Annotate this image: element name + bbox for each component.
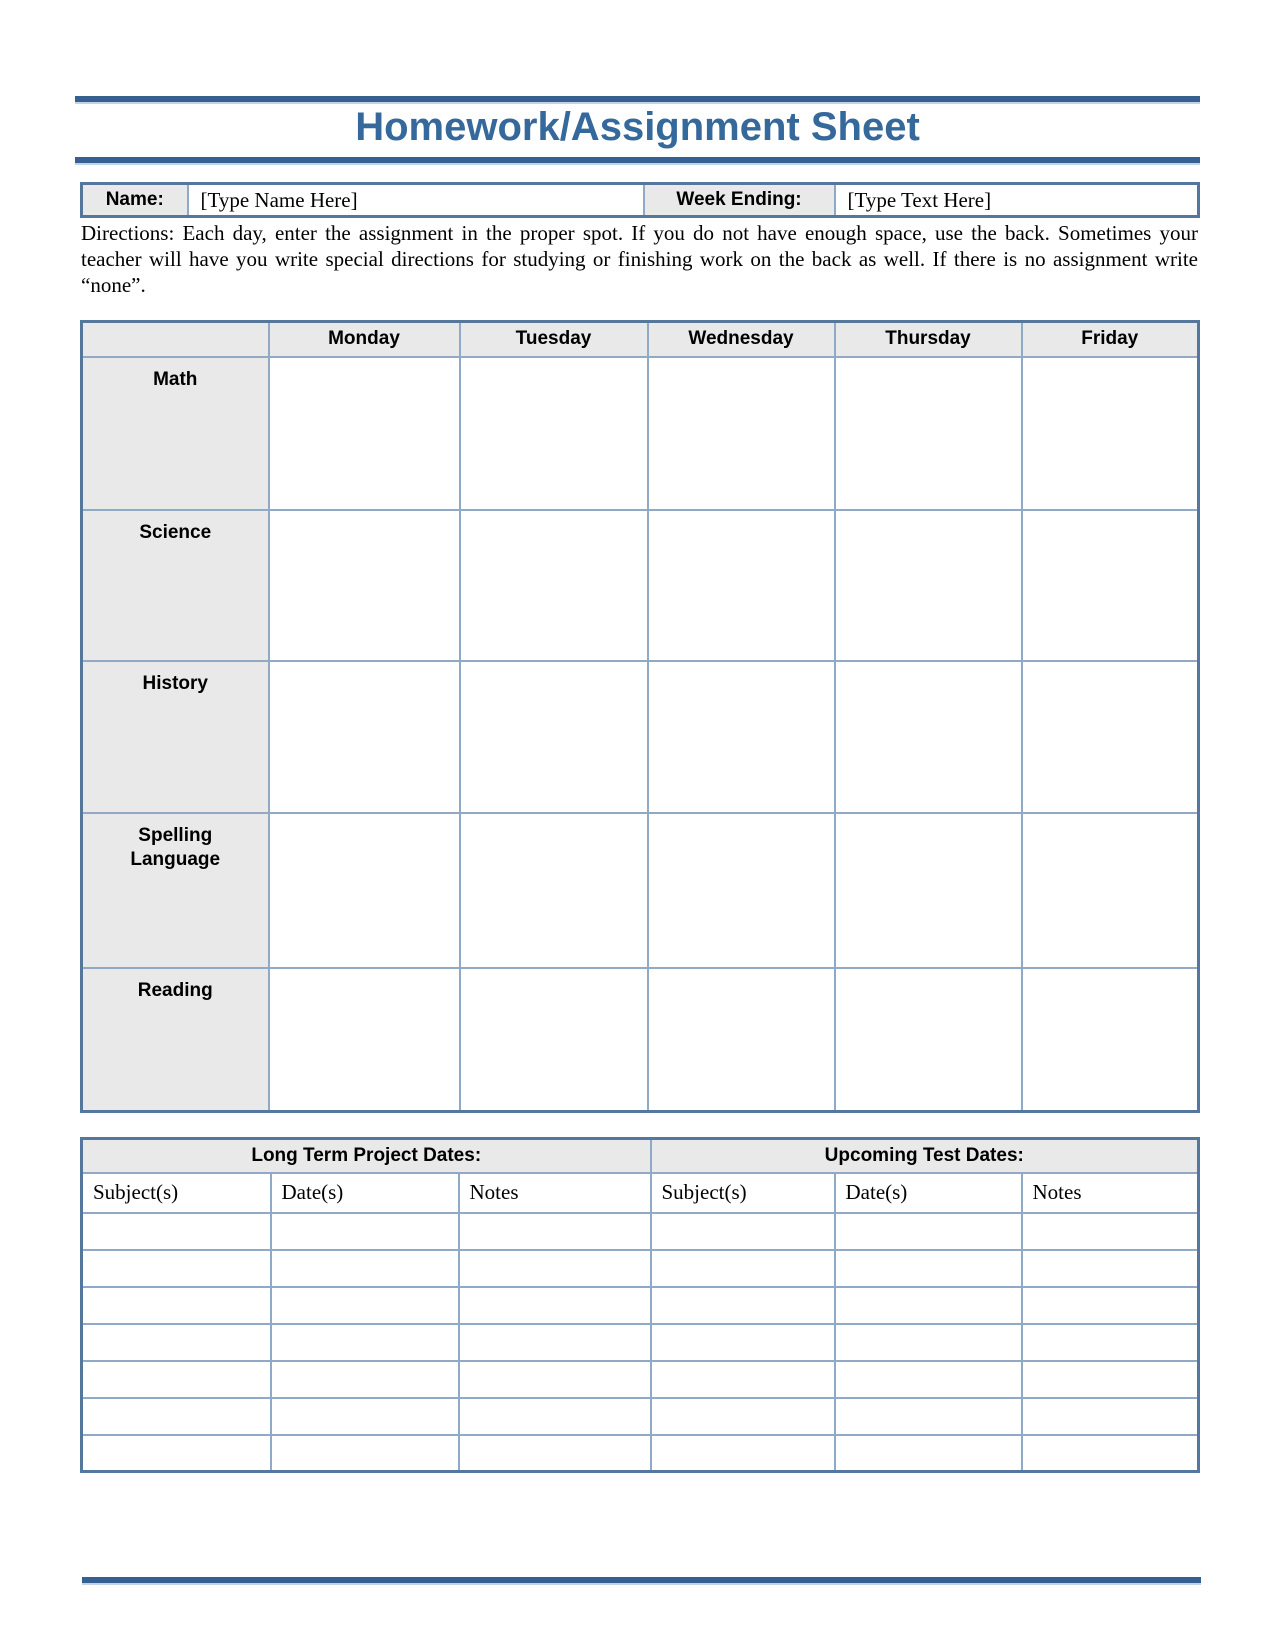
column-label-subjects-projects: Subject(s) xyxy=(82,1173,271,1213)
dates-entry-cell[interactable] xyxy=(459,1213,651,1250)
subject-label-history: History xyxy=(82,661,269,813)
subject-label-spelling-language: Spelling Language xyxy=(82,813,269,968)
dates-entry-cell[interactable] xyxy=(835,1361,1022,1398)
dates-entry-cell[interactable] xyxy=(1022,1361,1199,1398)
dates-entry-cell[interactable] xyxy=(1022,1398,1199,1435)
subject-row-science xyxy=(82,510,1199,661)
assignment-cell-history-monday[interactable] xyxy=(269,661,460,813)
day-header-monday: Monday xyxy=(269,322,460,357)
name-week-table xyxy=(80,182,1200,218)
dates-entry-cell[interactable] xyxy=(82,1213,271,1250)
dates-entry-cell[interactable] xyxy=(835,1213,1022,1250)
dates-header-row xyxy=(82,1139,1199,1173)
dates-entry-row-6 xyxy=(82,1398,1199,1435)
dates-entry-cell[interactable] xyxy=(1022,1435,1199,1472)
assignment-cell-history-thursday[interactable] xyxy=(835,661,1022,813)
assignment-cell-science-tuesday[interactable] xyxy=(460,510,648,661)
dates-entry-cell[interactable] xyxy=(1022,1213,1199,1250)
assignment-cell-history-wednesday[interactable] xyxy=(648,661,835,813)
dates-entry-cell[interactable] xyxy=(82,1361,271,1398)
assignment-cell-reading-wednesday[interactable] xyxy=(648,968,835,1112)
dates-entry-cell[interactable] xyxy=(1022,1287,1199,1324)
subject-row-spelling-language xyxy=(82,813,1199,968)
day-header-row xyxy=(82,322,1199,357)
assignment-cell-science-friday[interactable] xyxy=(1022,510,1199,661)
subject-row-reading xyxy=(82,968,1199,1112)
dates-column-label-row xyxy=(82,1173,1199,1213)
day-header-thursday: Thursday xyxy=(835,322,1022,357)
assignment-cell-math-wednesday[interactable] xyxy=(648,357,835,510)
dates-entry-cell[interactable] xyxy=(1022,1324,1199,1361)
subject-label-reading: Reading xyxy=(82,968,269,1112)
name-label: Name: xyxy=(82,184,188,217)
dates-entry-cell[interactable] xyxy=(459,1250,651,1287)
directions-text: Directions: Each day, enter the assignment in the proper spot. If you do not have enough space, use the back. Sometimes your teacher will have you write special directions for studying or finishing work on the back as well. If there is no assignment write “none”. xyxy=(81,221,1198,297)
name-week-row xyxy=(82,184,1199,217)
title-divider xyxy=(75,157,1200,163)
dates-entry-cell[interactable] xyxy=(1022,1250,1199,1287)
assignment-cell-reading-tuesday[interactable] xyxy=(460,968,648,1112)
column-label-subjects-tests: Subject(s) xyxy=(651,1173,835,1213)
assignment-cell-spelling-thursday[interactable] xyxy=(835,813,1022,968)
dates-entry-cell[interactable] xyxy=(271,1398,459,1435)
dates-entry-cell[interactable] xyxy=(835,1398,1022,1435)
corner-cell xyxy=(82,322,269,357)
column-label-dates-projects: Date(s) xyxy=(271,1173,459,1213)
column-label-dates-tests: Date(s) xyxy=(835,1173,1022,1213)
subject-row-math xyxy=(82,357,1199,510)
dates-entry-cell[interactable] xyxy=(82,1324,271,1361)
day-header-wednesday: Wednesday xyxy=(648,322,835,357)
dates-entry-cell[interactable] xyxy=(459,1324,651,1361)
page-title: Homework/Assignment Sheet xyxy=(355,105,920,149)
dates-entry-cell[interactable] xyxy=(651,1250,835,1287)
assignment-cell-math-thursday[interactable] xyxy=(835,357,1022,510)
subject-label-science: Science xyxy=(82,510,269,661)
dates-entry-cell[interactable] xyxy=(82,1435,271,1472)
week-ending-input-field[interactable]: [Type Text Here] xyxy=(835,184,1199,217)
dates-entry-cell[interactable] xyxy=(82,1398,271,1435)
assignment-cell-spelling-friday[interactable] xyxy=(1022,813,1199,968)
dates-entry-cell[interactable] xyxy=(271,1213,459,1250)
assignment-cell-math-tuesday[interactable] xyxy=(460,357,648,510)
dates-entry-cell[interactable] xyxy=(271,1324,459,1361)
dates-entry-cell[interactable] xyxy=(271,1287,459,1324)
assignment-cell-spelling-tuesday[interactable] xyxy=(460,813,648,968)
assignment-cell-science-wednesday[interactable] xyxy=(648,510,835,661)
dates-entry-cell[interactable] xyxy=(651,1361,835,1398)
dates-entry-cell[interactable] xyxy=(835,1250,1022,1287)
assignment-cell-spelling-monday[interactable] xyxy=(269,813,460,968)
dates-entry-cell[interactable] xyxy=(835,1435,1022,1472)
assignment-cell-reading-friday[interactable] xyxy=(1022,968,1199,1112)
dates-table xyxy=(80,1137,1200,1473)
week-ending-label: Week Ending: xyxy=(644,184,835,217)
dates-entry-row-7 xyxy=(82,1435,1199,1472)
dates-entry-cell[interactable] xyxy=(271,1361,459,1398)
assignment-cell-history-tuesday[interactable] xyxy=(460,661,648,813)
subject-label-math: Math xyxy=(82,357,269,510)
subject-row-history xyxy=(82,661,1199,813)
assignment-cell-spelling-wednesday[interactable] xyxy=(648,813,835,968)
dates-entry-cell[interactable] xyxy=(271,1435,459,1472)
day-header-friday: Friday xyxy=(1022,322,1199,357)
bottom-divider xyxy=(82,1577,1201,1583)
assignment-cell-science-thursday[interactable] xyxy=(835,510,1022,661)
dates-entry-cell[interactable] xyxy=(459,1287,651,1324)
dates-entry-cell[interactable] xyxy=(271,1250,459,1287)
dates-entry-row-1 xyxy=(82,1213,1199,1250)
dates-entry-row-3 xyxy=(82,1287,1199,1324)
dates-entry-cell[interactable] xyxy=(651,1287,835,1324)
assignment-cell-math-friday[interactable] xyxy=(1022,357,1199,510)
dates-entry-cell[interactable] xyxy=(82,1287,271,1324)
assignment-cell-reading-monday[interactable] xyxy=(269,968,460,1112)
dates-entry-cell[interactable] xyxy=(459,1435,651,1472)
dates-entry-cell[interactable] xyxy=(835,1324,1022,1361)
day-header-tuesday: Tuesday xyxy=(460,322,648,357)
upcoming-tests-header: Upcoming Test Dates: xyxy=(651,1139,1199,1173)
dates-entry-row-2 xyxy=(82,1250,1199,1287)
column-label-notes-tests: Notes xyxy=(1022,1173,1199,1213)
dates-entry-cell[interactable] xyxy=(651,1398,835,1435)
assignment-cell-math-monday[interactable] xyxy=(269,357,460,510)
dates-entry-cell[interactable] xyxy=(651,1435,835,1472)
assignment-table xyxy=(80,320,1200,1113)
dates-entry-cell[interactable] xyxy=(651,1324,835,1361)
column-label-notes-projects: Notes xyxy=(459,1173,651,1213)
dates-entry-cell[interactable] xyxy=(459,1398,651,1435)
assignment-cell-history-friday[interactable] xyxy=(1022,661,1199,813)
dates-entry-row-4 xyxy=(82,1324,1199,1361)
dates-entry-cell[interactable] xyxy=(82,1250,271,1287)
name-input-field[interactable]: [Type Name Here] xyxy=(188,184,644,217)
dates-entry-cell[interactable] xyxy=(651,1213,835,1250)
dates-entry-row-5 xyxy=(82,1361,1199,1398)
assignment-cell-science-monday[interactable] xyxy=(269,510,460,661)
dates-entry-cell[interactable] xyxy=(459,1361,651,1398)
dates-entry-cell[interactable] xyxy=(835,1287,1022,1324)
assignment-cell-reading-thursday[interactable] xyxy=(835,968,1022,1112)
long-term-projects-header: Long Term Project Dates: xyxy=(82,1139,651,1173)
